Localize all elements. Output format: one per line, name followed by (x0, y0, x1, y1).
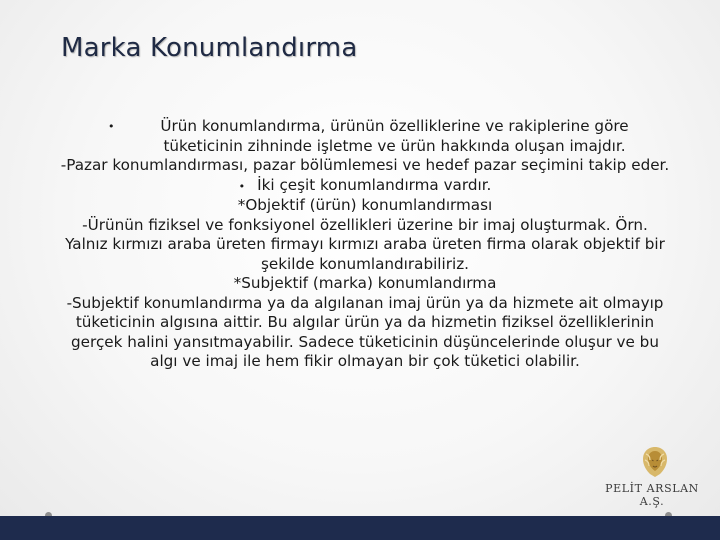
body-text: -Subjektif konumlandırma ya da algılanan imaj ürün ya da hizmete ait olmayıp tüketicinin algısına aittir. Bu algılar ürün ya da hizmetin fiziksel özelliklerinin gerçek halini yansıtmayabilir. Sadece tüketicinin düşüncelerinde oluşur ve bu algı ve imaj ile hem fikir olmayan bir çok tüketici olabilir. (66, 293, 664, 370)
body-text: -Ürünün fiziksel ve fonksiyonel özellikleri üzerine bir imaj oluşturmak. Örn. Yalnız kırmızı araba üreten firmayı kırmızı araba üreten firma olarak objektif bir şekilde konumlandırabiliriz. (65, 215, 665, 273)
bullet-icon: • (108, 120, 115, 133)
body-text: İki çeşit konumlandırma vardır. (257, 175, 492, 194)
company-name: PELİT ARSLAN A.Ş. (605, 482, 699, 508)
footer-bar (0, 516, 720, 540)
company-logo (597, 446, 707, 508)
bullet-item-two-types (60, 176, 670, 197)
slide-title: Marka Konumlandırma (61, 33, 358, 63)
slide-body (60, 117, 670, 372)
subheading-objective: *Objektif (ürün) konumlandırması (237, 196, 493, 214)
subheading-subjective: *Subjektif (marka) konumlandırma (233, 274, 497, 292)
bullet-icon: • (238, 179, 246, 193)
body-text: -Pazar konumlandırması, pazar bölümlemesi ve hedef pazar seçimini takip eder. (60, 156, 670, 174)
lion-head-icon (640, 446, 670, 478)
bullet-item-positioning-definition (60, 117, 670, 156)
body-text: Ürün konumlandırma, ürünün özelliklerine ve rakiplerine göre tüketicinin zihninde işletme ve ürün hakkında oluşan imajdır. (160, 117, 629, 155)
